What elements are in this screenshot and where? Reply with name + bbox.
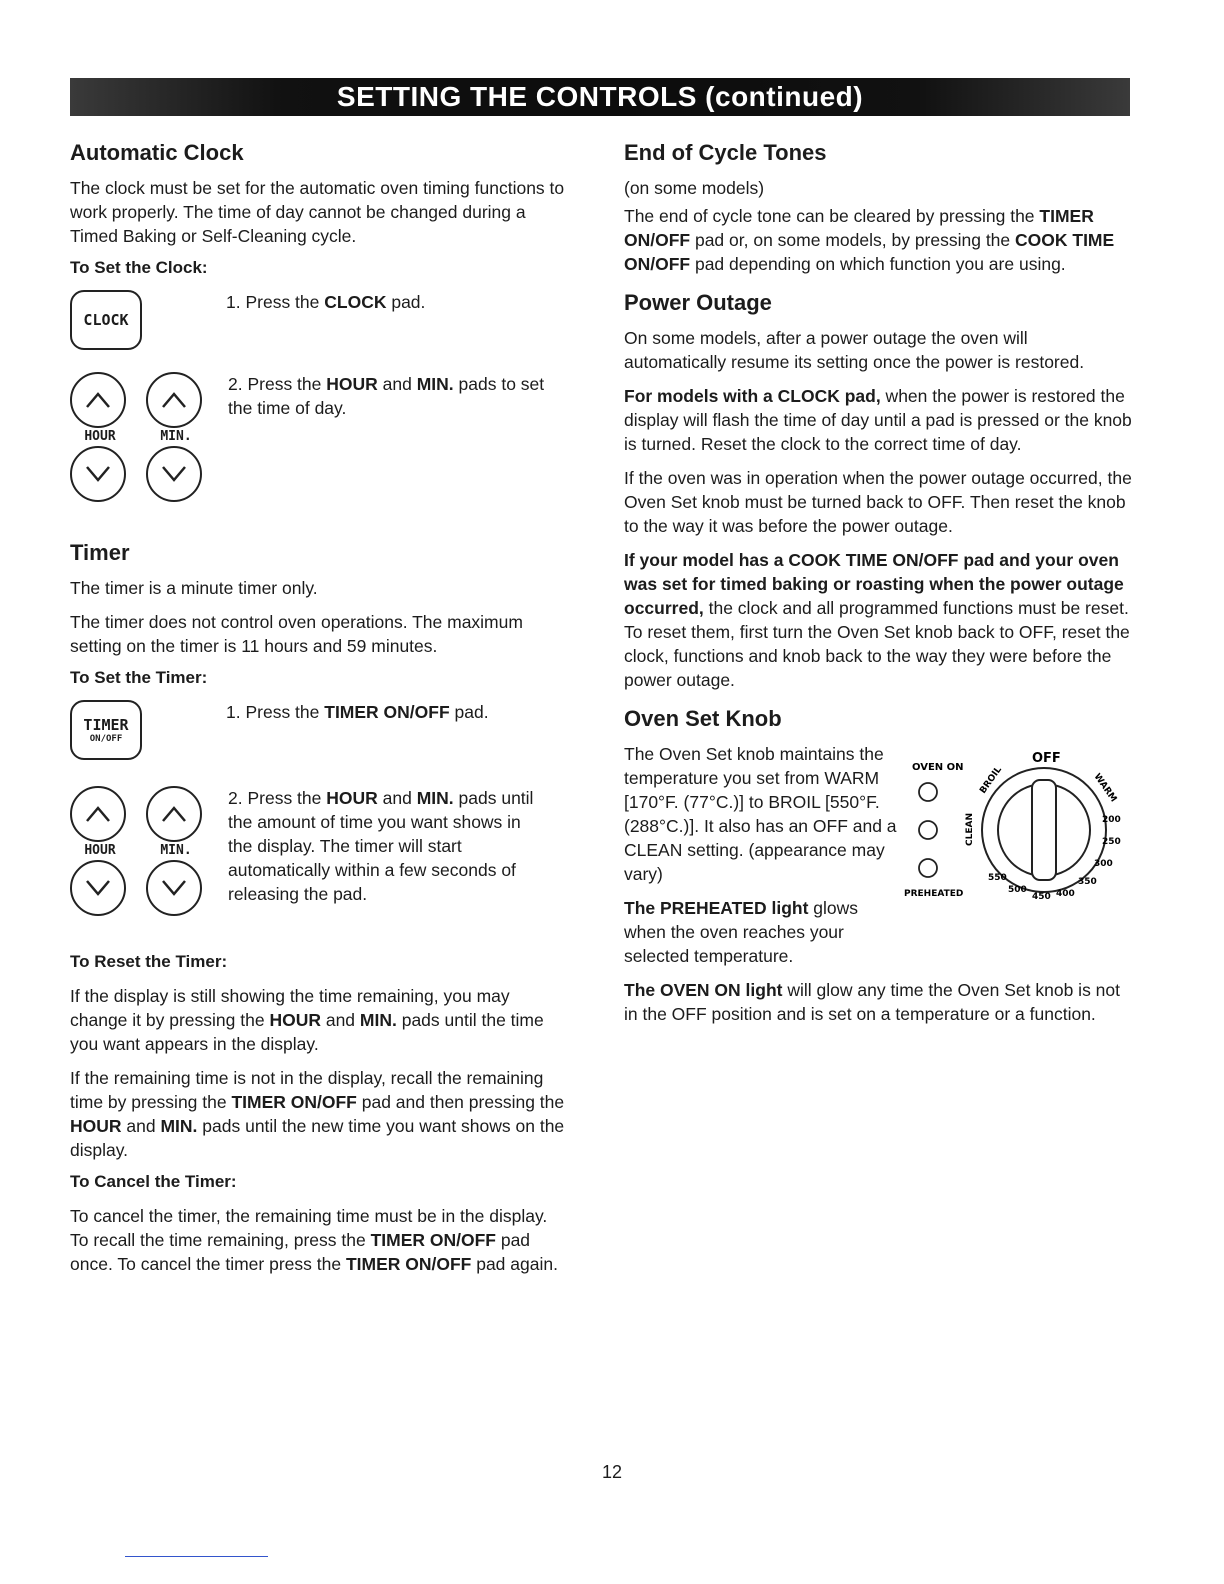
temp-mark: 500 [1008, 885, 1027, 895]
off-label: OFF [1032, 751, 1061, 766]
timer-min-down-arrow-icon [146, 860, 202, 916]
preheated-light-icon [919, 859, 937, 877]
timer-min-label: MIN. [160, 843, 192, 858]
right-column [624, 140, 1134, 1036]
knob-p2: The PREHEATED light glows when the oven reaches your selected temperature. [624, 898, 859, 966]
cancel-timer-p: To cancel the timer, the remaining time must be in the display. To recall the time remaining, press the TIMER ON/OFF pad once. To cancel the timer press the TIMER ON/OFF pad again. [70, 1206, 558, 1274]
timer-heading: Timer [70, 540, 130, 565]
clock-hour-min-pads [70, 372, 206, 502]
warm-label: WARM [1091, 771, 1119, 805]
reset-timer-p1: If the display is still showing the time remaining, you may change it by pressing the HOUR and MIN. pads until the time you want appears in the display. [70, 986, 544, 1054]
temp-mark: 550 [988, 873, 1007, 883]
min-up-arrow-icon [146, 372, 202, 428]
knob-p1: The Oven Set knob maintains the temperature you set from WARM [170°F. (77°C.)] to BROIL [550°F. (288°C.)]. It also has an OFF and a CLEAN setting. (appearance may vary) [624, 744, 897, 884]
hour-up-arrow-icon [70, 372, 126, 428]
timer-hour-min-pads [70, 786, 206, 916]
hour-label: HOUR [84, 429, 116, 444]
power-outage-heading: Power Outage [624, 290, 772, 315]
set-clock-subheading: To Set the Clock: [70, 258, 208, 277]
clock-pad-icon: CLOCK [70, 290, 142, 350]
preheated-label: PREHEATED [904, 889, 964, 899]
clean-label: CLEAN [965, 813, 975, 846]
oven-on-light-icon [919, 783, 937, 801]
timer-min-up-arrow-icon [146, 786, 202, 842]
broil-label: BROIL [978, 764, 1004, 796]
knob-text [624, 742, 904, 978]
timer-p2: The timer does not control oven operations. The maximum setting on the timer is 11 hours and 59 minutes. [70, 612, 523, 656]
page-number: 12 [601, 1462, 623, 1482]
temp-mark: 200 [1102, 815, 1121, 825]
timer-hour-label: HOUR [84, 843, 116, 858]
left-column [70, 140, 570, 1286]
outage-p3: If the oven was in operation when the power outage occurred, the Oven Set knob must be turned back to OFF. Then reset the knob to the way it was before the power outage. [624, 468, 1132, 536]
automatic-clock-heading: Automatic Clock [70, 140, 244, 165]
clock-intro: The clock must be set for the automatic oven timing functions to work properly. The time of day cannot be changed during a Timed Baking or Self-Cleaning cycle. [70, 178, 565, 246]
temp-mark: 450 [1032, 892, 1051, 902]
timer-hour-down-arrow-icon [70, 860, 126, 916]
outage-p4: If your model has a COOK TIME ON/OFF pad and your oven was set for timed baking or roasting when the power outage occurred, the clock and all programmed functions must be reset. To reset them, first turn the Oven Set knob back to OFF, reset the clock, functions and knob back to the way they were before the power outage. [624, 550, 1130, 690]
timer-pad-icon: TIMER ON/OFF [70, 700, 142, 760]
outage-p2: For models with a CLOCK pad, when the power is restored the display will flash the time of day until a pad is pressed or the knob is turned. Reset the clock to the correct time of day. [624, 386, 1132, 454]
timer-step-2-text: 2. Press the HOUR and MIN. pads until the amount of time you want shows in the display. The timer will start automatically within a few seconds of releasing the pad. [228, 788, 534, 904]
clock-step-1-text: 1. Press the CLOCK pad. [226, 292, 426, 312]
temp-mark: 300 [1094, 859, 1113, 869]
temp-mark: 400 [1056, 889, 1075, 899]
reset-timer-subheading: To Reset the Timer: [70, 952, 228, 971]
middle-light-icon [919, 821, 937, 839]
clock-step-1 [70, 290, 570, 366]
knob-grip [1032, 780, 1056, 880]
oven-set-knob-heading: Oven Set Knob [624, 706, 782, 731]
tones-p: The end of cycle tone can be cleared by pressing the TIMER ON/OFF pad or, on some models, by pressing the COOK TIME ON/OFF pad depending on which function you are using. [624, 206, 1115, 274]
temp-mark: 350 [1078, 877, 1097, 887]
end-of-cycle-heading: End of Cycle Tones [624, 140, 827, 165]
timer-step-2 [70, 786, 570, 944]
min-label: MIN. [160, 429, 192, 444]
tones-note: (on some models) [624, 178, 765, 198]
timer-hour-up-arrow-icon [70, 786, 126, 842]
section-banner [70, 78, 1130, 116]
clock-step-2 [70, 372, 570, 532]
outage-p1: On some models, after a power outage the oven will automatically resume its setting once the power is restored. [624, 328, 1085, 372]
timer-p1: The timer is a minute timer only. [70, 578, 318, 598]
cancel-timer-subheading: To Cancel the Timer: [70, 1172, 237, 1191]
timer-step-1-text: 1. Press the TIMER ON/OFF pad. [226, 702, 489, 722]
clock-step-2-text: 2. Press the HOUR and MIN. pads to set the time of day. [228, 374, 545, 418]
temp-mark: 250 [1102, 837, 1121, 847]
oven-knob-diagram [904, 742, 1124, 922]
banner-title: SETTING THE CONTROLS (continued) [336, 81, 864, 112]
knob-p3: The OVEN ON light will glow any time the Oven Set knob is not in the OFF position and is set on a temperature or a function. [624, 980, 1121, 1024]
reset-timer-p2: If the remaining time is not in the display, recall the remaining time by pressing the TIMER ON/OFF pad and then pressing the HOUR and MIN. pads until the new time you want shows on the display. [70, 1068, 565, 1160]
set-timer-subheading: To Set the Timer: [70, 668, 208, 687]
oven-knob-figure [904, 742, 1124, 922]
timer-step-1 [70, 700, 570, 780]
hour-down-arrow-icon [70, 446, 126, 502]
oven-on-label: OVEN ON [912, 762, 964, 773]
min-down-arrow-icon [146, 446, 202, 502]
knob-section [624, 742, 1134, 978]
footer-rule [125, 1556, 268, 1557]
